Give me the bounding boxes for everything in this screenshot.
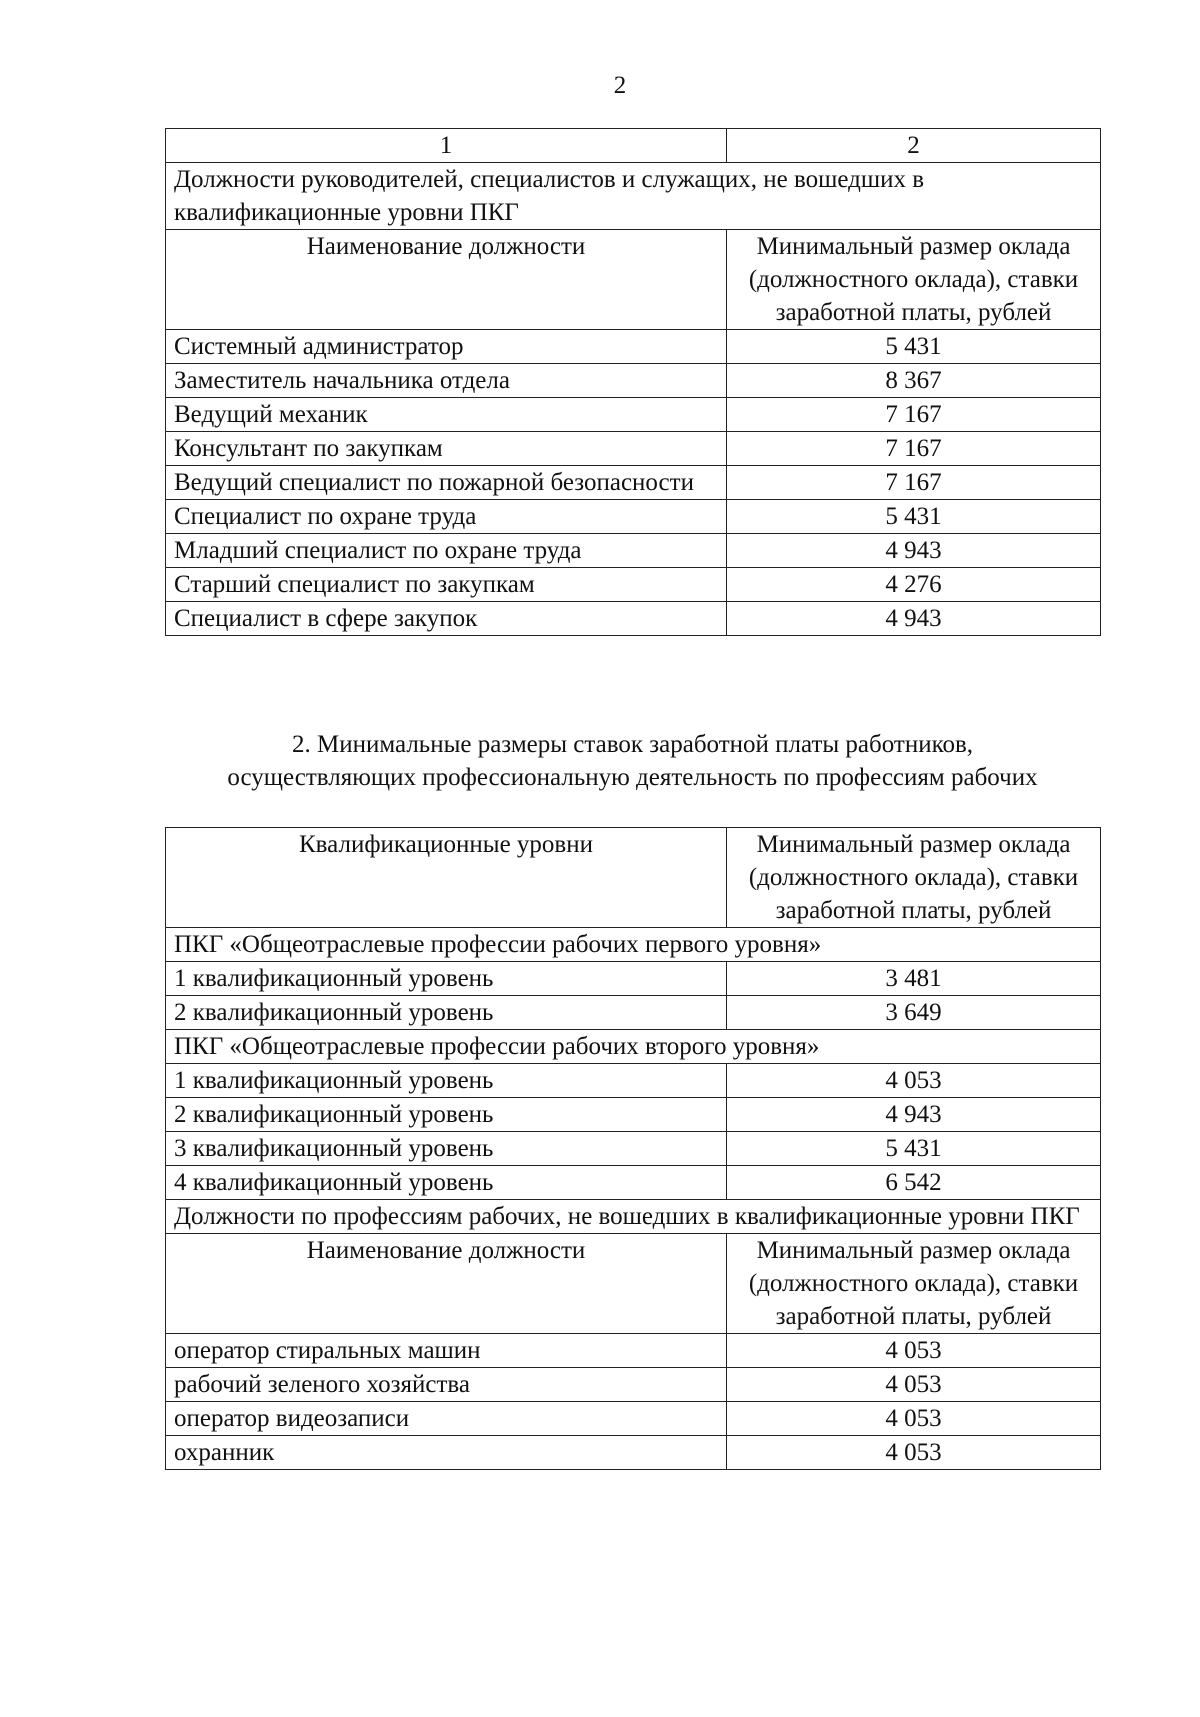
position-name: Специалист в сфере закупок — [166, 602, 727, 636]
table-row — [166, 534, 1101, 568]
positions-table — [165, 128, 1101, 636]
salary-value: 4 053 — [727, 1402, 1101, 1436]
table-row — [166, 568, 1101, 602]
salary-value: 5 431 — [727, 500, 1101, 534]
position-name: охранник — [166, 1436, 727, 1470]
position-name: Системный администратор — [166, 330, 727, 364]
position-name: Заместитель начальника отдела — [166, 364, 727, 398]
position-name: Специалист по охране труда — [166, 500, 727, 534]
column-number-row — [166, 129, 1101, 163]
table-row — [166, 398, 1101, 432]
salary-value: 4 276 — [727, 568, 1101, 602]
qualification-level: 1 квалификационный уровень — [166, 962, 727, 996]
column-number: 1 — [166, 129, 727, 163]
salary-value: 6 542 — [727, 1166, 1101, 1200]
salary-value: 4 943 — [727, 534, 1101, 568]
salary-value: 5 431 — [727, 1132, 1101, 1166]
position-name: Младший специалист по охране труда — [166, 534, 727, 568]
header-row — [166, 1234, 1101, 1334]
table-row — [166, 500, 1101, 534]
salary-value: 7 167 — [727, 466, 1101, 500]
header-position-name: Наименование должности — [166, 230, 727, 330]
section-title: Должности руководителей, специалистов и служащих, не вошедших в квалификационные уровни ПКГ — [166, 163, 1101, 230]
salary-value: 5 431 — [727, 330, 1101, 364]
section-heading — [165, 728, 1100, 794]
qualification-level: 4 квалификационный уровень — [166, 1166, 727, 1200]
position-name: Консультант по закупкам — [166, 432, 727, 466]
qualification-level: 1 квалификационный уровень — [166, 1064, 727, 1098]
salary-value: 7 167 — [727, 398, 1101, 432]
salary-value: 4 053 — [727, 1368, 1101, 1402]
table-row — [166, 330, 1101, 364]
group-title: ПКГ «Общеотраслевые профессии рабочих второго уровня» — [166, 1030, 1101, 1064]
qualification-level: 2 квалификационный уровень — [166, 996, 727, 1030]
table-row — [166, 1368, 1101, 1402]
column-number: 2 — [727, 129, 1101, 163]
position-name: оператор видеозаписи — [166, 1402, 727, 1436]
section-heading-line: 2. Минимальные размеры ставок заработной платы работников, — [291, 731, 974, 758]
salary-value: 4 943 — [727, 602, 1101, 636]
salary-value: 7 167 — [727, 432, 1101, 466]
table-row — [166, 962, 1101, 996]
table-row — [166, 1064, 1101, 1098]
table-row — [166, 602, 1101, 636]
table-row — [166, 466, 1101, 500]
section-heading-line: осуществляющих профессиональную деятельность по профессиям рабочих — [227, 764, 1038, 791]
qualification-level: 3 квалификационный уровень — [166, 1132, 727, 1166]
position-name: Старший специалист по закупкам — [166, 568, 727, 602]
salary-value: 4 943 — [727, 1098, 1101, 1132]
position-name: оператор стиральных машин — [166, 1334, 727, 1368]
table-row — [166, 1402, 1101, 1436]
header-salary: Минимальный размер оклада (должностного оклада), ставки заработной платы, рублей — [727, 828, 1101, 928]
table-row — [166, 1436, 1101, 1470]
group-row — [166, 1030, 1101, 1064]
position-name: Ведущий механик — [166, 398, 727, 432]
header-salary: Минимальный размер оклада (должностного оклада), ставки заработной платы, рублей — [727, 230, 1101, 330]
group-row — [166, 1200, 1101, 1234]
table-row — [166, 1098, 1101, 1132]
table-row — [166, 432, 1101, 466]
worker-rates-table — [165, 827, 1101, 1470]
table-row — [166, 1132, 1101, 1166]
header-row — [166, 230, 1101, 330]
salary-value: 3 481 — [727, 962, 1101, 996]
salary-value: 8 367 — [727, 364, 1101, 398]
header-row — [166, 828, 1101, 928]
salary-value: 3 649 — [727, 996, 1101, 1030]
salary-value: 4 053 — [727, 1436, 1101, 1470]
qualification-level: 2 квалификационный уровень — [166, 1098, 727, 1132]
salary-value: 4 053 — [727, 1334, 1101, 1368]
table-row — [166, 996, 1101, 1030]
header-position-name: Наименование должности — [166, 1234, 727, 1334]
table-row — [166, 364, 1101, 398]
salary-value: 4 053 — [727, 1064, 1101, 1098]
section-row — [166, 163, 1101, 230]
table-row — [166, 1166, 1101, 1200]
group-title: Должности по профессиям рабочих, не вошедших в квалификационные уровни ПКГ — [166, 1200, 1101, 1234]
group-title: ПКГ «Общеотраслевые профессии рабочих первого уровня» — [166, 928, 1101, 962]
group-row — [166, 928, 1101, 962]
position-name: Ведущий специалист по пожарной безопасности — [166, 466, 727, 500]
page-number: 2 — [613, 72, 627, 99]
position-name: рабочий зеленого хозяйства — [166, 1368, 727, 1402]
header-salary: Минимальный размер оклада (должностного оклада), ставки заработной платы, рублей — [727, 1234, 1101, 1334]
header-qualification-levels: Квалификационные уровни — [166, 828, 727, 928]
table-row — [166, 1334, 1101, 1368]
